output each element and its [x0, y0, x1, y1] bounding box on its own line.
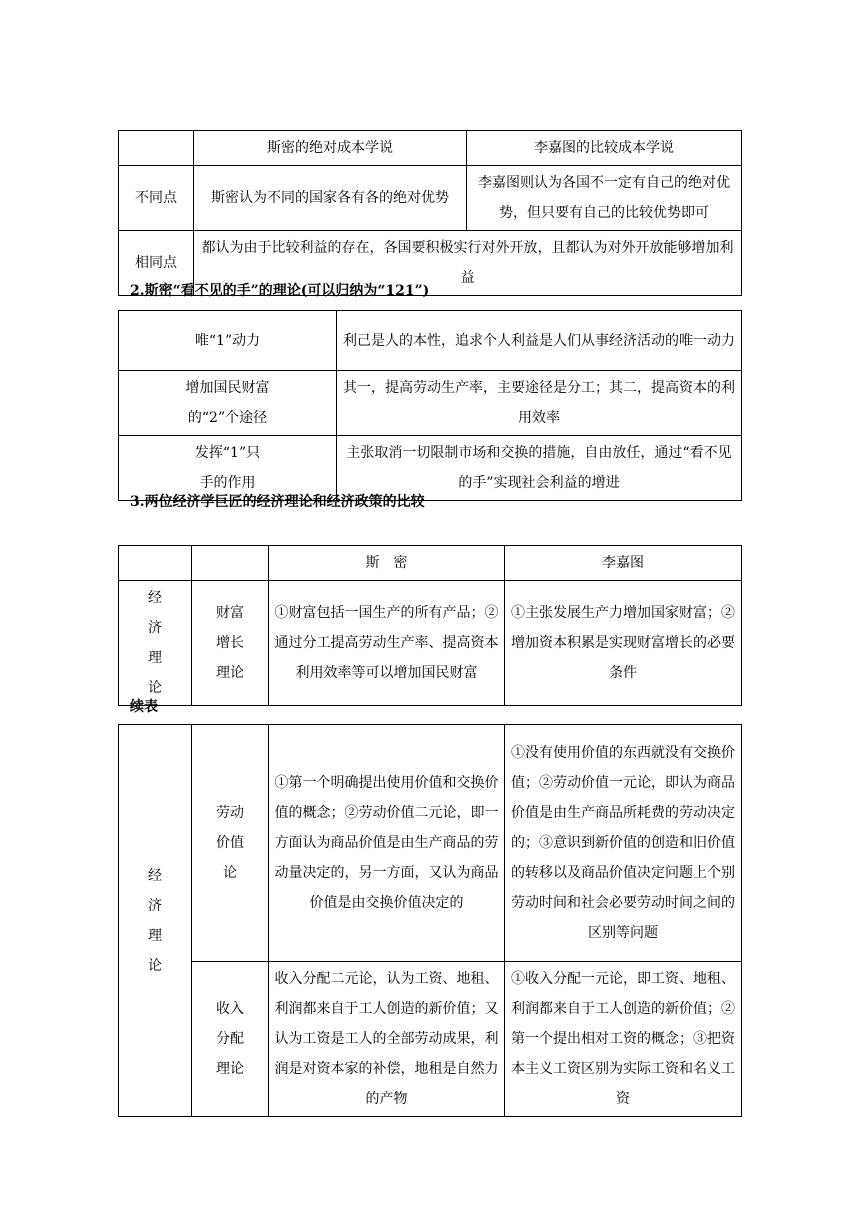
group-char: 经: [148, 590, 162, 606]
wealth-smith: ①财富包括一国生产的所有产品；②通过分工提高劳动生产率、提高资本利用效率等可以增加国民财富: [269, 581, 505, 706]
group-char: 理: [148, 650, 162, 666]
label-line: 的“2”个途径: [187, 410, 268, 426]
invisible-hand-content: 利己是人的本性，追求个人利益是人们从事经济活动的唯一动力: [337, 311, 742, 371]
difference-smith: 斯密认为不同的国家各有各的绝对优势: [194, 166, 467, 231]
sub-label-labor-value: [192, 725, 269, 962]
sub-char: 财富: [216, 605, 244, 621]
label-line: 增加国民财富: [185, 380, 270, 396]
label-line: 唯“1”动力: [194, 332, 261, 349]
sub-char: 理论: [216, 665, 244, 681]
invisible-hand-label: [119, 371, 337, 436]
group-label-economic-theory: [119, 581, 192, 706]
invisible-hand-content: 其一，提高劳动生产率，主要途径是分工；其二，提高资本的利用效率: [337, 371, 742, 436]
sub-char: 理论: [216, 1061, 244, 1077]
income-distribution-smith: 收入分配二元论，认为工资、地租、利润都来自于工人创造的新价值；又认为工资是工人的全部劳动成果，利润是对资本家的补偿，地租是自然力的产物: [269, 962, 505, 1117]
table-header-blank: [119, 546, 192, 581]
sub-label-income-distribution: [192, 962, 269, 1117]
row-label-common: 相同点: [119, 231, 194, 296]
group-char: 理: [148, 927, 162, 944]
table-header-blank: [119, 131, 194, 166]
group-label-economic-theory: [119, 725, 192, 1117]
table-header-smith: 斯 密: [269, 546, 505, 581]
group-char: 济: [148, 897, 162, 914]
group-char: 论: [148, 680, 162, 696]
continued-label: 续表: [130, 699, 158, 715]
table-header-smith: 斯密的绝对成本学说: [194, 131, 467, 166]
table-header-blank: [192, 546, 269, 581]
group-char: 经: [148, 867, 162, 884]
labor-value-ricardo: ①没有使用价值的东西就没有交换价值；②劳动价值一元论，即认为商品价值是由生产商品所耗费的劳动决定的；③意识到新价值的创造和旧价值的转移以及商品价值决定问题上个别劳动时间和社会必要劳动时间之间的区别等问题: [505, 725, 742, 962]
difference-ricardo: 李嘉图则认为各国不一定有自己的绝对优势，但只要有自己的比较优势即可: [467, 166, 742, 231]
sub-label-wealth-growth: [192, 581, 269, 706]
invisible-hand-table: [118, 310, 742, 501]
sub-char: 价值: [216, 835, 244, 851]
sub-char: 增长: [216, 635, 244, 651]
invisible-hand-label: [119, 311, 337, 371]
row-label-difference: 不同点: [119, 166, 194, 231]
sub-char: 论: [223, 865, 237, 881]
section-heading-2: 2.斯密“看不见的手”的理论(可以归纳为“121”): [130, 283, 430, 299]
table-header-ricardo: 李嘉图的比较成本学说: [467, 131, 742, 166]
group-char: 济: [148, 620, 162, 636]
income-distribution-ricardo: ①收入分配一元论，即工资、地租、利润都来自于工人创造的新价值；②第一个提出相对工资的概念；③把资本主义工资区别为实际工资和名义工资: [505, 962, 742, 1117]
comparison-table-cost-theory: [118, 130, 742, 296]
sub-char: 分配: [216, 1031, 244, 1047]
section-heading-3: 3.两位经济学巨匠的经济理论和经济政策的比较: [130, 494, 425, 510]
table-header-ricardo: 李嘉图: [505, 546, 742, 581]
label-line: 发挥“1”只: [194, 445, 261, 461]
sub-char: 劳动: [216, 805, 244, 821]
sub-char: 收入: [216, 1001, 244, 1017]
invisible-hand-label: [119, 436, 337, 501]
economists-comparison-table: [118, 545, 742, 706]
wealth-ricardo: ①主张发展生产力增加国家财富；②增加资本积累是实现财富增长的必要条件: [505, 581, 742, 706]
common-content: 都认为由于比较利益的存在，各国要积极实行对外开放，且都认为对外开放能够增加利益: [194, 231, 742, 296]
label-line: 手的作用: [199, 475, 256, 491]
labor-value-smith: ①第一个明确提出使用价值和交换价值的概念；②劳动价值二元论，即一方面认为商品价值是由生产商品的劳动量决定的，另一方面，又认为商品价值是由交换价值决定的: [269, 725, 505, 962]
economists-comparison-table-continued: [118, 724, 742, 1117]
invisible-hand-content: 主张取消一切限制市场和交换的措施，自由放任，通过“看不见的手”实现社会利益的增进: [337, 436, 742, 501]
group-char: 论: [148, 957, 162, 974]
